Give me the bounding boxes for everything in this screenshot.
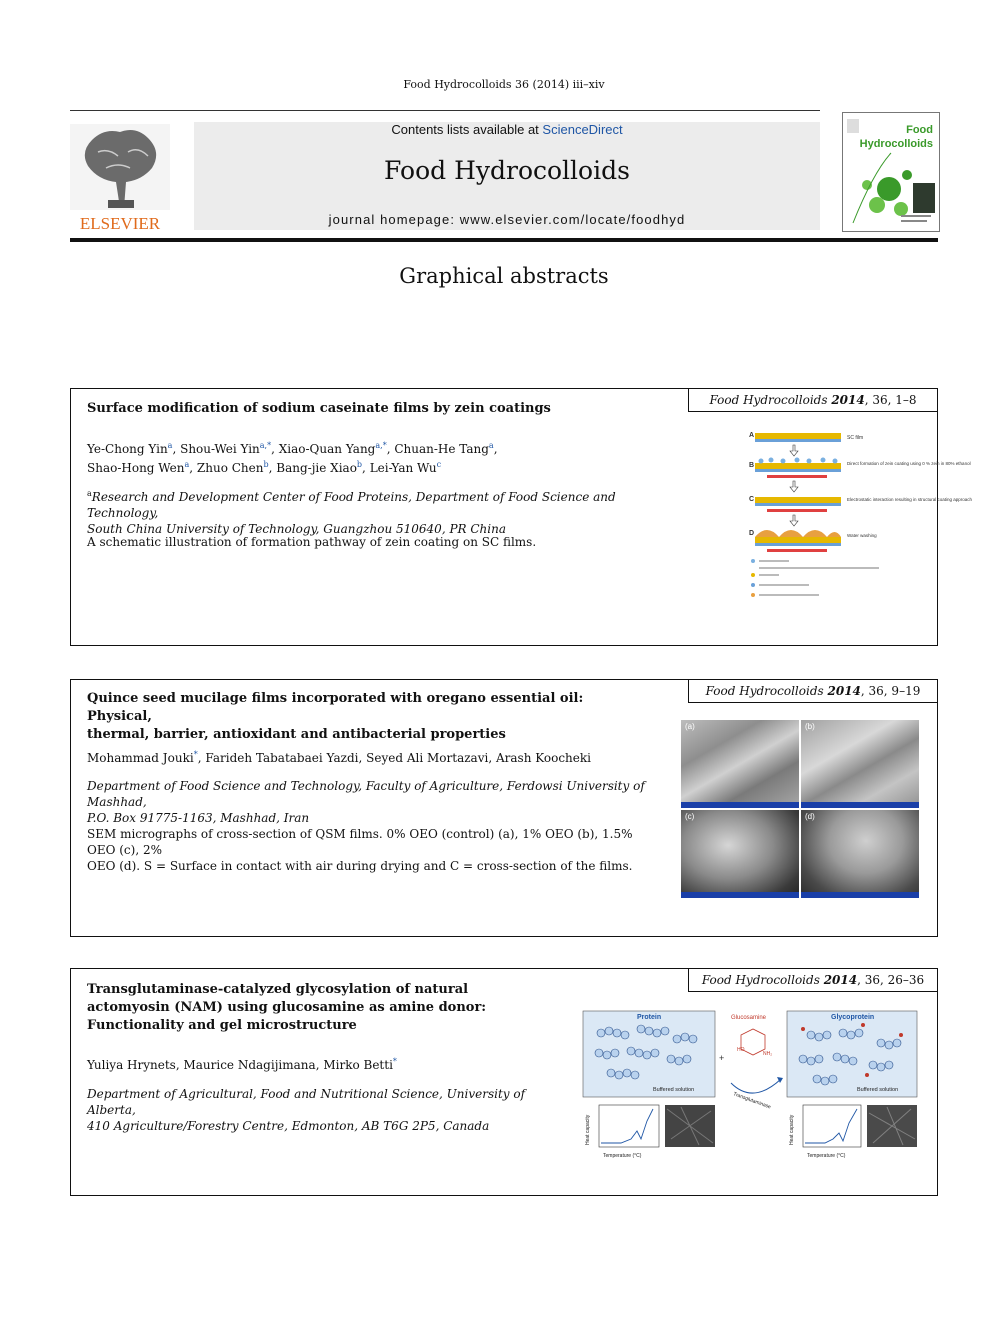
sem-panel-d: (d) [801, 810, 919, 898]
svg-text:Direct formation of zein coati: Direct formation of zein coating using 0 % zein in 80% ethanol [847, 461, 971, 466]
affiliation-1: $^a$Research and Development Center of Food Proteins, Department of Food Science and Technology, South China University of Technology, Guangzhou 510640, PR China [87, 489, 616, 536]
svg-text:B: B [749, 462, 755, 469]
svg-text:NH₂: NH₂ [763, 1051, 773, 1057]
svg-text:C: C [749, 496, 755, 503]
running-head: Food Hydrocolloids 36 (2014) iii–xiv [403, 78, 605, 91]
zein-coating-schematic [747, 427, 973, 607]
sem-micrographs [681, 720, 921, 898]
svg-text:Temperature (°C): Temperature (°C) [807, 1153, 846, 1159]
svg-text:Heat capacity: Heat capacity [789, 1114, 795, 1145]
svg-text:Glucosamine: Glucosamine [731, 1015, 767, 1021]
abstract-card-1 [70, 388, 973, 646]
journal-homepage[interactable]: journal homepage: www.elsevier.com/locate/foodhyd [328, 212, 686, 227]
authors-3: Yuliya Hrynets, Maurice Ndagijimana, Mirko Betti* [87, 1057, 397, 1072]
svg-text:+: + [719, 1053, 725, 1063]
authors-2: Mohammad Jouki*, Farideh Tabatabaei Yazdi, Seyed Ali Mortazavi, Arash Koocheki [87, 750, 591, 765]
publisher-name: ELSEVIER [79, 214, 161, 233]
author-line: Shao-Hong Wen$^a$, Zhuo Chen$^b$, Bang-jie Xiao$^b$, Lei-Yan Wu$^c$ [87, 460, 442, 475]
journal-title: Food Hydrocolloids [384, 156, 630, 185]
svg-text:Electrostatic interaction resu: Electrostatic interaction resulting in structural coating approach [847, 497, 973, 502]
citation-3[interactable]: Food Hydrocolloids 2014, 36, 26–36 [688, 968, 938, 992]
caption-2: SEM micrographs of cross-section of QSM films. 0% OEO (control) (a), 1% OEO (b), 1.5% OEO (c), 2% OEO (d). S = Surface in contact with air during drying and C = cross-section of the films. [87, 827, 633, 873]
citation-2[interactable]: Food Hydrocolloids 2014, 36, 9–19 [688, 679, 938, 703]
svg-text:Temperature (°C): Temperature (°C) [603, 1153, 642, 1159]
svg-text:HO: HO [737, 1047, 745, 1053]
contents-line [194, 122, 820, 137]
cover-title-1: Food [906, 124, 933, 136]
abstract-card-3 [70, 968, 938, 1196]
sem-panel-c: (c) [681, 810, 799, 898]
abstract-title-2[interactable]: Quince seed mucilage films incorporated with oregano essential oil: Physical, thermal, barrier, antioxidant and antibacterial properties [87, 691, 584, 742]
elsevier-logo [68, 122, 172, 234]
cover-title-2: Hydrocolloids [859, 138, 933, 150]
citation-1[interactable]: Food Hydrocolloids 2014, 36, 1–8 [688, 388, 938, 412]
svg-text:Protein: Protein [637, 1014, 662, 1021]
contents-prefix: Contents lists available at [391, 122, 539, 137]
svg-text:D: D [749, 530, 755, 537]
sem-panel-b: (b) [801, 720, 919, 808]
banner-rule [70, 238, 938, 242]
journal-banner [194, 122, 820, 230]
abstract-title-1[interactable]: Surface modification of sodium caseinate films by zein coatings [87, 401, 551, 416]
affiliation-3: Department of Agricultural, Food and Nutritional Science, University of Alberta, 410 Agriculture/Forestry Centre, Edmonton, AB T6G 2P5, Canada [87, 1087, 526, 1133]
svg-text:Buffered solution: Buffered solution [653, 1087, 695, 1093]
affiliation-2: Department of Food Science and Technology, Faculty of Agriculture, Ferdowsi University of Mashhad, P.O. Box 91775-1163, Mashhad, Iran [87, 779, 645, 825]
sem-panel-a: (a) [681, 720, 799, 808]
journal-cover [842, 112, 940, 232]
caption-1: A schematic illustration of formation pathway of zein coating on SC films. [87, 535, 537, 549]
abstract-card-2 [70, 679, 938, 937]
svg-text:Heat capacity: Heat capacity [585, 1114, 591, 1145]
svg-text:Transglutaminase: Transglutaminase [732, 1091, 772, 1111]
author-line: Ye-Chong Yin$^a$, Shou-Wei Yin$^{a,*}$, Xiao-Quan Yang$^{a,*}$, Chuan-He Tang$^a$, [87, 441, 498, 456]
svg-text:A: A [749, 432, 755, 439]
svg-text:SC film: SC film [847, 435, 864, 441]
glycosylation-figure [581, 1009, 921, 1159]
svg-text:Glycoprotein: Glycoprotein [831, 1014, 875, 1021]
abstract-title-3[interactable]: Transglutaminase-catalyzed glycosylation of natural actomyosin (NAM) using glucosamine as amine donor: Functionality and gel microstructure [87, 982, 487, 1033]
authors-1 [87, 438, 647, 476]
page-title: Graphical abstracts [399, 264, 609, 288]
sciencedirect-link[interactable]: ScienceDirect [542, 122, 623, 137]
svg-text:Water washing: Water washing [847, 533, 877, 538]
svg-text:Buffered solution: Buffered solution [857, 1087, 899, 1093]
header-rule [70, 110, 820, 111]
